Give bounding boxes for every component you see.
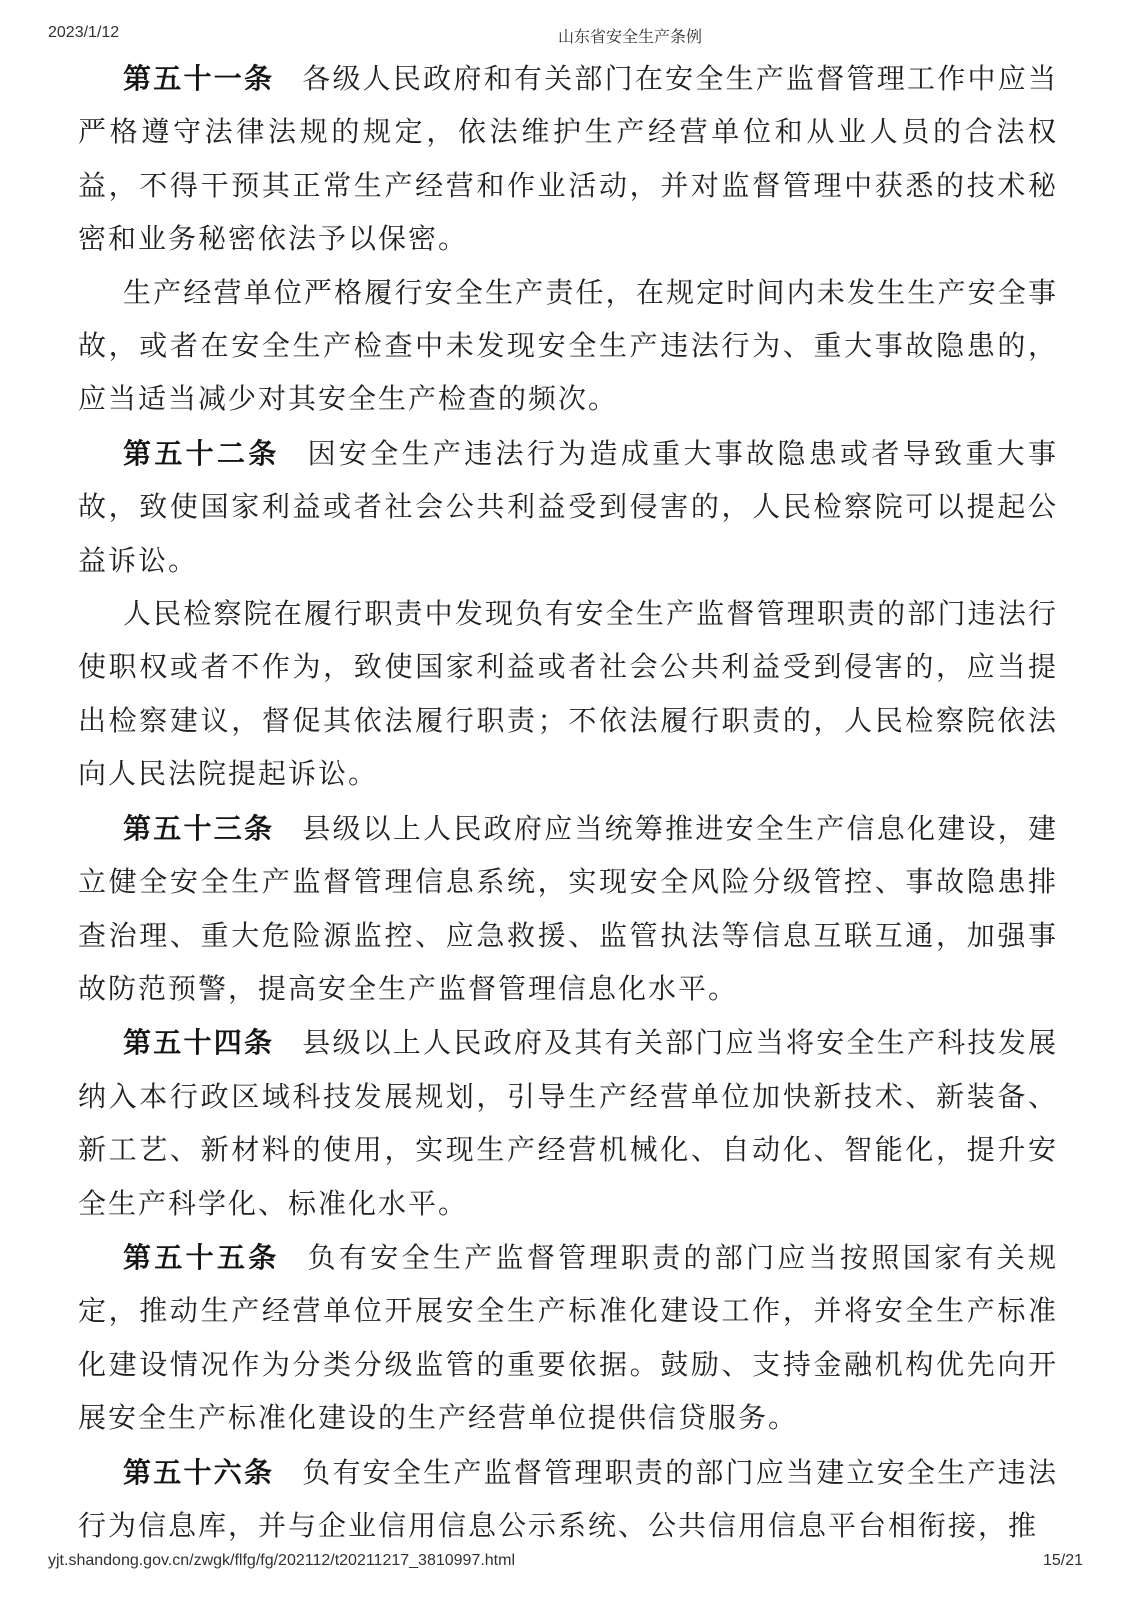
- article-51-number: 第五十一条: [123, 63, 275, 94]
- article-52-paragraph-2: [78, 588, 1058, 802]
- article-55-text: 负有安全生产监督管理职责的部门应当按照国家有关规定，推动生产经营单位开展安全生产标准化建设工作，并将安全生产标准化建设情况作为分类分级监管的重要依据。鼓励、支持金融机构优先向开展安全生产标准化建设的生产经营单位提供信贷服务。: [78, 1242, 1058, 1435]
- print-header: [0, 0, 1131, 48]
- article-54-paragraph: [78, 1016, 1058, 1231]
- article-52-2-text: 人民检察院在履行职责中发现负有安全生产监督管理职责的部门违法行使职权或者不作为，致使国家利益或者社会公共利益受到侵害的，应当提出检察建议，督促其依法履行职责；不依法履行职责的，人民检察院依法向人民法院提起诉讼。: [78, 599, 1058, 791]
- document-title: 山东省安全生产条例: [557, 29, 703, 46]
- article-52-number: 第五十二条: [123, 437, 280, 469]
- article-52-paragraph: [78, 427, 1058, 588]
- source-url: yjt.shandong.gov.cn/zwgk/flfg/fg/202112/t20211217_3810997.html: [48, 1552, 516, 1569]
- article-54-text: 县级以上人民政府及其有关部门应当将安全生产科技发展纳入本行政区域科技发展规划，引导生产经营单位加快新技术、新装备、新工艺、新材料的使用，实现生产经营机械化、自动化、智能化，提升安全生产科学化、标准化水平。: [78, 1028, 1058, 1220]
- document-body: [78, 52, 1058, 1553]
- article-52-text: 因安全生产违法行为造成重大事故隐患或者导致重大事故，致使国家利益或者社会公共利益受到侵害的，人民检察院可以提起公益诉讼。: [78, 438, 1058, 577]
- page-number: 15/21: [1042, 1552, 1083, 1569]
- article-54-number: 第五十四条: [123, 1027, 275, 1059]
- article-56-text: 负有安全生产监督管理职责的部门应当建立安全生产违法行为信息库，并与企业信用信息公示系统、公共信用信息平台相衔接，推: [78, 1457, 1058, 1542]
- article-51-paragraph: [78, 52, 1058, 267]
- article-53-text: 县级以上人民政府应当统筹推进安全生产信息化建设，建立健全安全生产监督管理信息系统，实现安全风险分级管控、事故隐患排查治理、重大危险源监控、应急救援、监管执法等信息互联互通，加强事故防范预警，提高安全生产监督管理信息化水平。: [78, 813, 1058, 1005]
- article-51-2-text: 生产经营单位严格履行安全生产责任，在规定时间内未发生生产安全事故，或者在安全生产检查中未发现安全生产违法行为、重大事故隐患的，应当适当减少对其安全生产检查的频次。: [78, 277, 1058, 416]
- article-56-number: 第五十六条: [123, 1456, 275, 1488]
- article-53-number: 第五十三条: [123, 812, 275, 844]
- article-56-paragraph: [78, 1446, 1058, 1554]
- article-51-text: 各级人民政府和有关部门在安全生产监督管理工作中应当严格遵守法律法规的规定，依法维护生产经营单位和从业人员的合法权益，不得干预其正常生产经营和作业活动，并对监督管理中获悉的技术秘密和业务秘密依法予以保密。: [78, 64, 1058, 256]
- print-date: 2023/1/12: [48, 24, 120, 41]
- article-51-paragraph-2: [78, 267, 1058, 427]
- article-55-paragraph: [78, 1231, 1058, 1446]
- article-55-number: 第五十五条: [123, 1241, 280, 1273]
- article-53-paragraph: [78, 802, 1058, 1017]
- print-footer: [0, 1544, 1131, 1600]
